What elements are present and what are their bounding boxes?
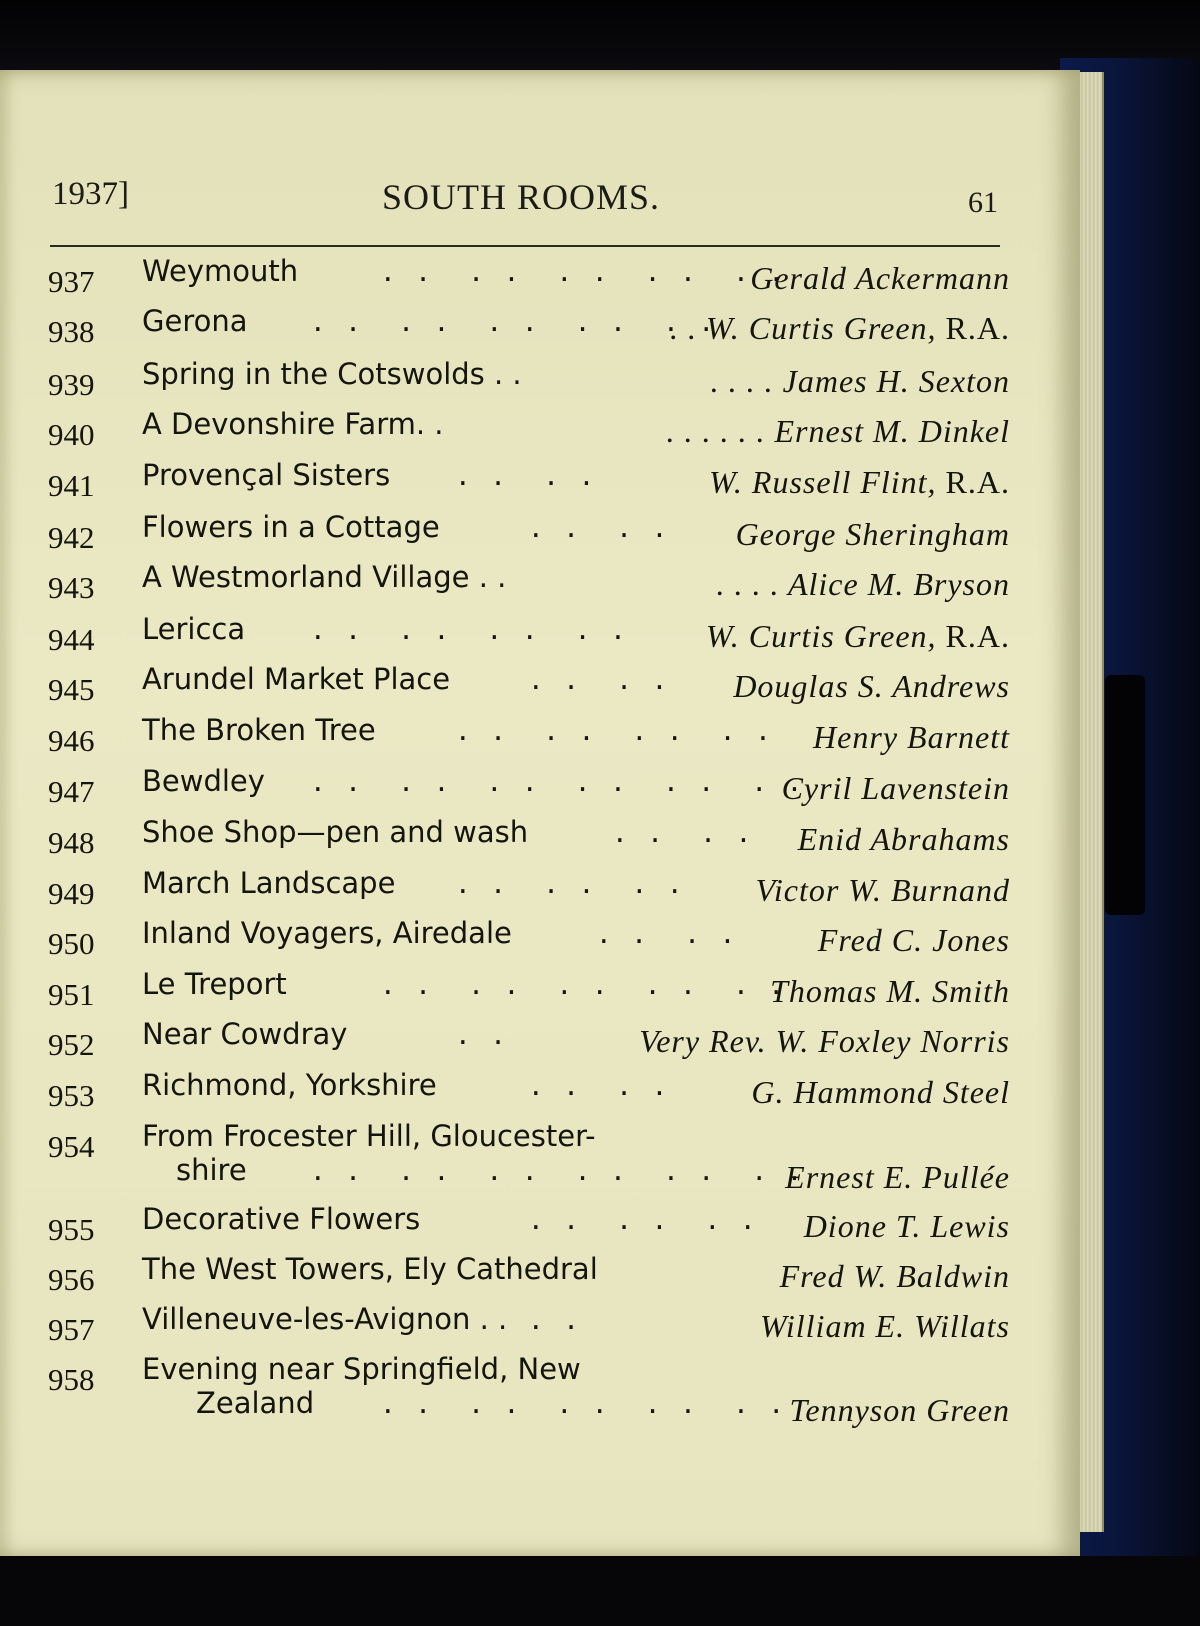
artist-name: . . W. Curtis Green, (670, 310, 937, 346)
catalogue-entry (0, 456, 1010, 508)
catalogue-entry (0, 355, 1010, 407)
entry-title: Le Treport (142, 967, 287, 1001)
catalogue-entry (0, 813, 1010, 865)
entry-artist (706, 618, 1010, 655)
artist-name: Gerald Ackermann (750, 260, 1010, 296)
entry-title: Inland Voyagers, Airedale (142, 916, 512, 950)
catalogue-entry (0, 1015, 1010, 1067)
dot-leader: . . (528, 1306, 581, 1336)
catalogue-entry (0, 1066, 1010, 1118)
dot-leader: . . . . . . . . (310, 616, 628, 646)
page-title: SOUTH ROOMS. (382, 177, 661, 217)
entry-number: 947 (48, 774, 95, 809)
entry-artist (667, 413, 1011, 450)
catalogue-entry (0, 558, 1010, 610)
artist-name: Henry Barnett (813, 719, 1010, 755)
entry-artist (639, 1023, 1010, 1060)
artist-name: Tennyson Green (789, 1392, 1010, 1428)
entry-artist (804, 1208, 1010, 1245)
artist-honour: R.A. (945, 310, 1010, 346)
catalogue-entry (0, 405, 1010, 457)
entry-title: Weymouth (142, 254, 299, 288)
dot-leader: . . . . (455, 462, 597, 492)
entry-artist (733, 668, 1010, 705)
entry-artist (782, 770, 1010, 807)
catalogue-entry (0, 1117, 1010, 1195)
page-tab (1105, 675, 1145, 915)
artist-name: Fred W. Baldwin (779, 1258, 1010, 1294)
dot-leader: . . . . (528, 666, 670, 696)
entry-number: 955 (48, 1212, 95, 1247)
entry-artist (736, 516, 1010, 553)
entry-artist (785, 1159, 1010, 1196)
dot-leader: . . (455, 1021, 508, 1051)
catalogue-entry (0, 1350, 1010, 1428)
artist-name: Fred C. Jones (817, 922, 1010, 958)
entry-title: Shoe Shop—pen and wash (142, 815, 529, 849)
artist-name: . . . . . . Ernest M. Dinkel (666, 413, 1010, 449)
entry-number: 950 (48, 926, 95, 961)
entry-title: Gerona (142, 304, 248, 338)
entry-number: 949 (48, 876, 95, 911)
artist-name: Dione T. Lewis (803, 1208, 1010, 1244)
entry-artist (711, 363, 1010, 400)
artist-honour: R.A. (945, 618, 1010, 654)
background-bottom (0, 1556, 1200, 1626)
entry-number: 948 (48, 825, 95, 860)
entry-artist (750, 260, 1010, 297)
entry-artist (709, 464, 1010, 501)
artist-name: Cyril Lavenstein (781, 770, 1010, 806)
catalogue-entry (0, 660, 1010, 712)
artist-name: Douglas S. Andrews (733, 668, 1010, 704)
artist-name: Victor W. Burnand (755, 872, 1010, 908)
header-year: 1937] (52, 176, 129, 212)
entry-artist (756, 872, 1010, 909)
entry-title: The Broken Tree (142, 713, 376, 747)
entry-title: Spring in the Cotswolds . . (142, 357, 522, 391)
dot-leader: . . . . . . . . . . (380, 1390, 787, 1420)
entry-title: Decorative Flowers (142, 1202, 421, 1236)
dot-leader: . . . . . . . . . . . . (310, 1157, 805, 1187)
page-number: 61 (968, 186, 998, 219)
entry-title: From Frocester Hill, Gloucester- (142, 1119, 596, 1153)
artist-name: Very Rev. W. Foxley Norris (639, 1023, 1010, 1059)
entry-title: March Landscape (142, 866, 396, 900)
entry-number: 958 (48, 1362, 95, 1397)
entry-number: 951 (48, 977, 95, 1012)
entry-artist (813, 719, 1010, 756)
artist-name: W. Russell Flint, (709, 464, 937, 500)
entry-artist (717, 566, 1010, 603)
artist-honour: R.A. (945, 464, 1010, 500)
catalogue-entry (0, 508, 1010, 560)
entry-title: Arundel Market Place (142, 662, 451, 696)
entry-title: A Devonshire Farm. . (142, 407, 444, 441)
entry-title: Bewdley (142, 764, 265, 798)
entry-artist (760, 1308, 1010, 1345)
entry-artist (798, 821, 1010, 858)
catalogue-entry (0, 965, 1010, 1017)
entry-title: Richmond, Yorkshire (142, 1068, 437, 1102)
entry-title: Flowers in a Cottage (142, 510, 440, 544)
dot-leader: . . . . . . (528, 1206, 758, 1236)
dot-leader: . . . . (596, 920, 738, 950)
entry-artist (790, 1392, 1011, 1429)
catalogue-entry (0, 1200, 1010, 1252)
catalogue-entry (0, 711, 1010, 763)
entry-title: Near Cowdray (142, 1017, 348, 1051)
entry-title-continued: Zealand (196, 1386, 315, 1420)
dot-leader: . . . . (528, 1072, 670, 1102)
catalogue-entry (0, 610, 1010, 662)
catalogue-entry (0, 1300, 1010, 1352)
artist-name: W. Curtis Green, (706, 618, 937, 654)
entry-number: 954 (48, 1129, 95, 1164)
entry-title: Villeneuve-les-Avignon . . (142, 1302, 508, 1336)
dot-leader: . . . . . . . . . . . . (310, 768, 805, 798)
entry-number: 941 (48, 468, 95, 503)
entry-number: 943 (48, 570, 95, 605)
artist-name: Enid Abrahams (797, 821, 1010, 857)
entry-number: 945 (48, 672, 95, 707)
artist-name: Thomas M. Smith (770, 973, 1010, 1009)
entry-number: 942 (48, 520, 95, 555)
dot-leader: . . . . . . . . . . (310, 308, 717, 338)
entry-title: Provençal Sisters (142, 458, 391, 492)
entry-title: The West Towers, Ely Cathedral (142, 1252, 598, 1286)
catalogue-entry (0, 302, 1010, 354)
entry-number: 940 (48, 417, 95, 452)
entry-number: 953 (48, 1078, 95, 1113)
entry-number: 952 (48, 1027, 95, 1062)
artist-name: Ernest E. Pullée (785, 1159, 1010, 1195)
catalogue-entry (0, 252, 1010, 304)
entry-number: 957 (48, 1312, 95, 1347)
entry-number: 946 (48, 723, 95, 758)
entry-number: 937 (48, 264, 95, 299)
entry-artist (751, 1074, 1010, 1111)
entry-title: Lericca (142, 612, 246, 646)
entry-artist (780, 1258, 1010, 1295)
catalogue-entry (0, 1250, 1010, 1302)
dot-leader: . . . . . . . . . . (380, 258, 787, 288)
dot-leader: . . . . . . . . . . (380, 971, 787, 1001)
dot-leader: . . . . (612, 819, 754, 849)
artist-name: G. Hammond Steel (751, 1074, 1010, 1110)
artist-name: . . . . Alice M. Bryson (716, 566, 1010, 602)
entry-number: 938 (48, 314, 95, 349)
artist-name: George Sheringham (735, 516, 1010, 552)
catalogue-entry (0, 914, 1010, 966)
dot-leader: . . . . . . (455, 870, 685, 900)
entry-artist (770, 973, 1010, 1010)
entry-artist (818, 922, 1010, 959)
entry-title-continued: shire (176, 1153, 247, 1187)
entry-number: 956 (48, 1262, 95, 1297)
entry-artist (670, 310, 1010, 347)
entry-number: 939 (48, 367, 95, 402)
artist-name: . . . . James H. Sexton (710, 363, 1010, 399)
dot-leader: . . . . . . . . (455, 717, 773, 747)
dot-leader: . . . . (528, 514, 670, 544)
entry-title: A Westmorland Village . . (142, 560, 507, 594)
entry-number: 944 (48, 622, 95, 657)
entry-title: Evening near Springfield, New (142, 1352, 581, 1386)
catalogue-entry (0, 864, 1010, 916)
artist-name: William E. Willats (759, 1308, 1010, 1344)
catalogue-entry (0, 762, 1010, 814)
